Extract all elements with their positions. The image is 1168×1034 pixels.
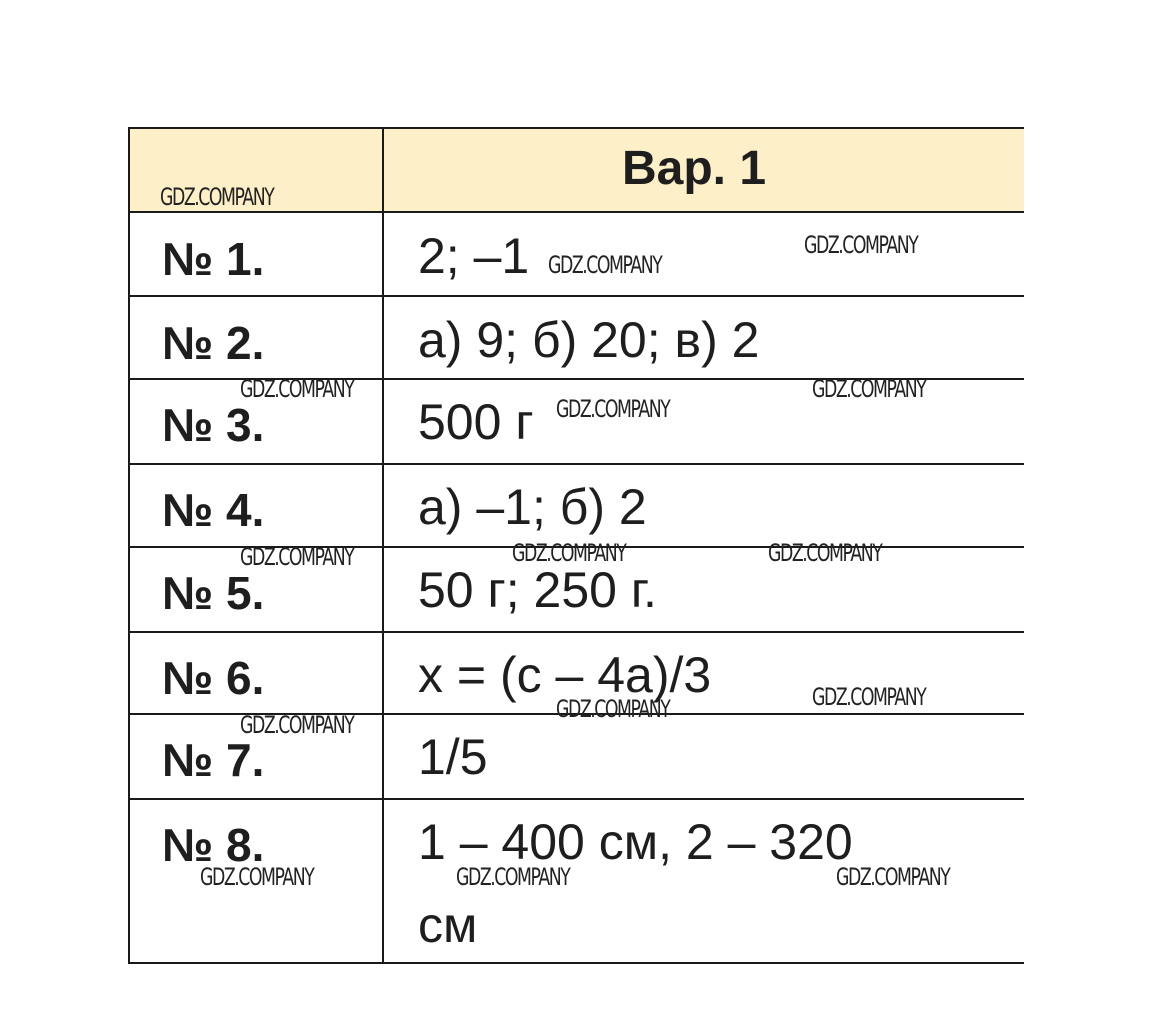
row-label-8: № 8. bbox=[162, 819, 265, 871]
variant-header: Вар. 1 bbox=[622, 142, 767, 195]
row-answer-4: а) –1; б) 2 bbox=[418, 479, 647, 535]
watermark: GDZ.COMPANY bbox=[240, 711, 354, 739]
watermark: GDZ.COMPANY bbox=[812, 375, 926, 403]
table-border-bottom bbox=[128, 962, 1024, 964]
row-answer-5: 50 г; 250 г. bbox=[418, 562, 657, 618]
row-answer-1: 2; –1 bbox=[418, 228, 530, 284]
row-divider bbox=[128, 463, 1024, 465]
watermark: GDZ.COMPANY bbox=[240, 543, 354, 571]
watermark: GDZ.COMPANY bbox=[556, 695, 670, 723]
row-divider bbox=[128, 798, 1024, 800]
watermark: GDZ.COMPANY bbox=[836, 863, 950, 891]
row-answer-6: х = (с – 4а)/3 bbox=[418, 647, 712, 703]
watermark: GDZ.COMPANY bbox=[240, 375, 354, 403]
watermark: GDZ.COMPANY bbox=[200, 863, 314, 891]
row-label-6: № 6. bbox=[162, 652, 265, 704]
watermark: GDZ.COMPANY bbox=[160, 183, 274, 211]
row-answer-8-line2: см bbox=[418, 897, 478, 953]
row-answer-3: 500 г bbox=[418, 394, 534, 450]
row-divider bbox=[128, 295, 1024, 297]
watermark: GDZ.COMPANY bbox=[804, 231, 918, 259]
watermark: GDZ.COMPANY bbox=[456, 863, 570, 891]
row-label-1: № 1. bbox=[162, 233, 265, 285]
row-label-3: № 3. bbox=[162, 399, 265, 451]
row-answer-7: 1/5 bbox=[418, 729, 488, 785]
watermark: GDZ.COMPANY bbox=[512, 539, 626, 567]
watermark: GDZ.COMPANY bbox=[768, 539, 882, 567]
row-divider bbox=[128, 211, 1024, 213]
row-answer-2: а) 9; б) 20; в) 2 bbox=[418, 312, 760, 368]
row-answer-8: 1 – 400 см, 2 – 320 bbox=[418, 814, 853, 870]
row-label-4: № 4. bbox=[162, 484, 265, 536]
column-divider bbox=[382, 127, 384, 964]
watermark: GDZ.COMPANY bbox=[812, 683, 926, 711]
row-label-2: № 2. bbox=[162, 317, 265, 369]
table-border-top bbox=[128, 127, 1024, 129]
row-label-5: № 5. bbox=[162, 567, 265, 619]
table-border-left bbox=[128, 127, 130, 964]
watermark: GDZ.COMPANY bbox=[548, 251, 662, 279]
row-divider bbox=[128, 631, 1024, 633]
row-label-7: № 7. bbox=[162, 734, 265, 786]
watermark: GDZ.COMPANY bbox=[556, 395, 670, 423]
